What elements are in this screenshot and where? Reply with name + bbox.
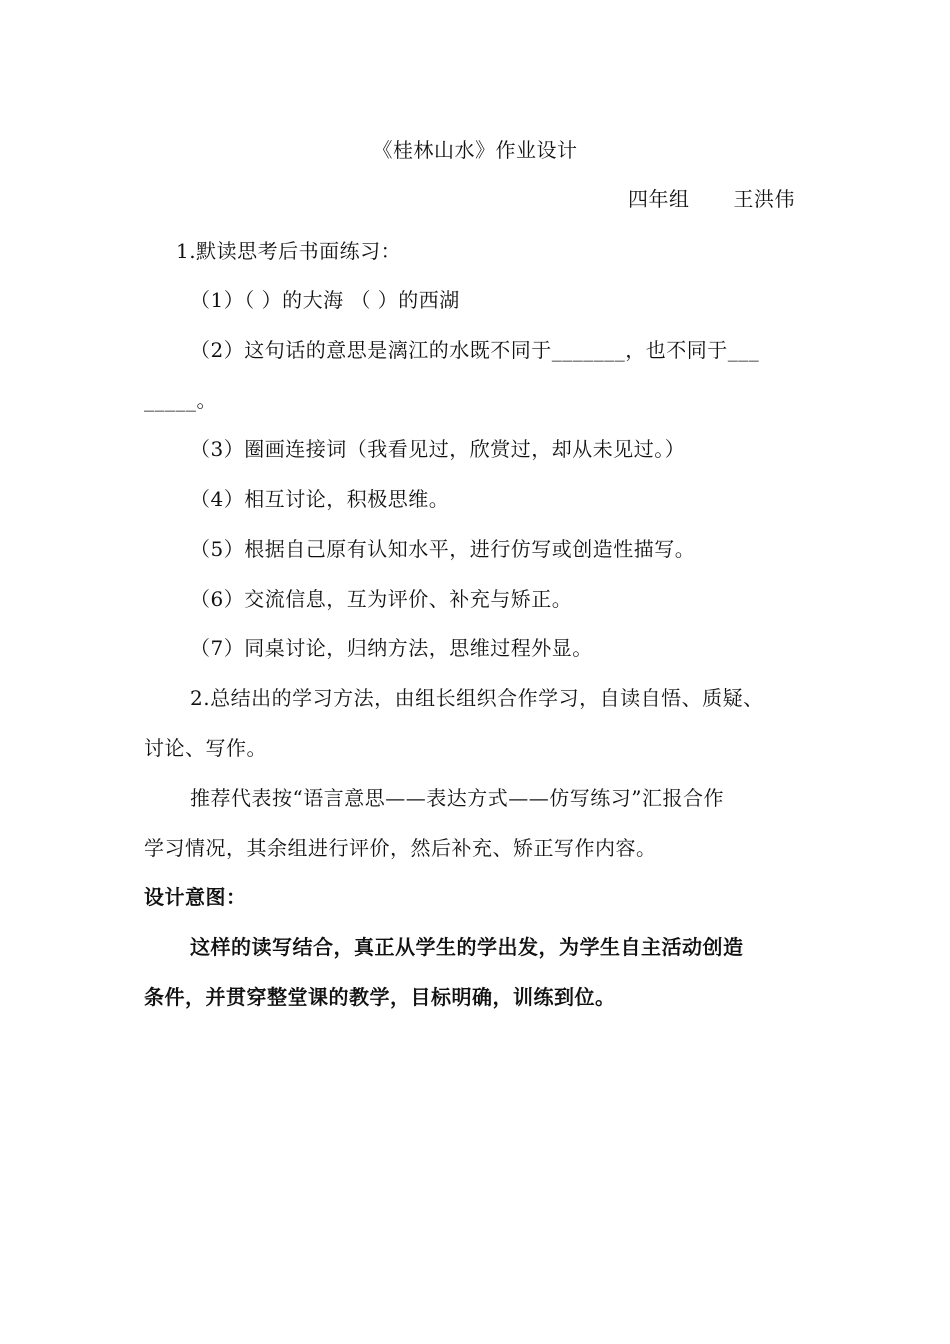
- section2-line-1: 2.总结出的学习方法，由组长组织合作学习，自读自悟、质疑、: [190, 686, 764, 710]
- section2-line-3: 推荐代表按“语言意思——表达方式——仿写练习”汇报合作: [190, 786, 724, 810]
- exercise-item-2-continued: _____。: [144, 388, 217, 412]
- exercise-item-7: （7）同桌讨论，归纳方法，思维过程外显。: [190, 636, 593, 660]
- section2-line-4: 学习情况，其余组进行评价，然后补充、矫正写作内容。: [144, 836, 657, 860]
- exercise-item-6: （6）交流信息，互为评价、补充与矫正。: [190, 587, 573, 611]
- exercise-item-5: （5）根据自己原有认知水平，进行仿写或创造性描写。: [190, 537, 696, 561]
- group-name: 四年组: [628, 187, 690, 211]
- intent-line-2: 条件，并贯穿整堂课的教学，目标明确，训练到位。: [144, 985, 616, 1009]
- author-name: 王洪伟: [733, 187, 795, 211]
- exercise-item-2: （2）这句话的意思是漓江的水既不同于_______，也不同于___: [190, 338, 760, 362]
- exercise-item-4: （4）相互讨论，积极思维。: [190, 487, 450, 511]
- exercise-item-1: （1）（ ）的大海 （ ）的西湖: [190, 288, 460, 312]
- intent-line-1: 这样的读写结合，真正从学生的学出发，为学生自主活动创造: [190, 935, 744, 959]
- section1-heading: 1.默读思考后书面练习：: [176, 239, 402, 263]
- document-title: 《桂林山水》作业设计: [372, 138, 578, 162]
- exercise-item-3: （3）圈画连接词（我看见过，欣赏过，却从未见过。）: [190, 437, 686, 461]
- section2-line-2: 讨论、写作。: [144, 736, 267, 760]
- intent-heading: 设计意图：: [144, 885, 247, 909]
- author-line: [628, 185, 795, 213]
